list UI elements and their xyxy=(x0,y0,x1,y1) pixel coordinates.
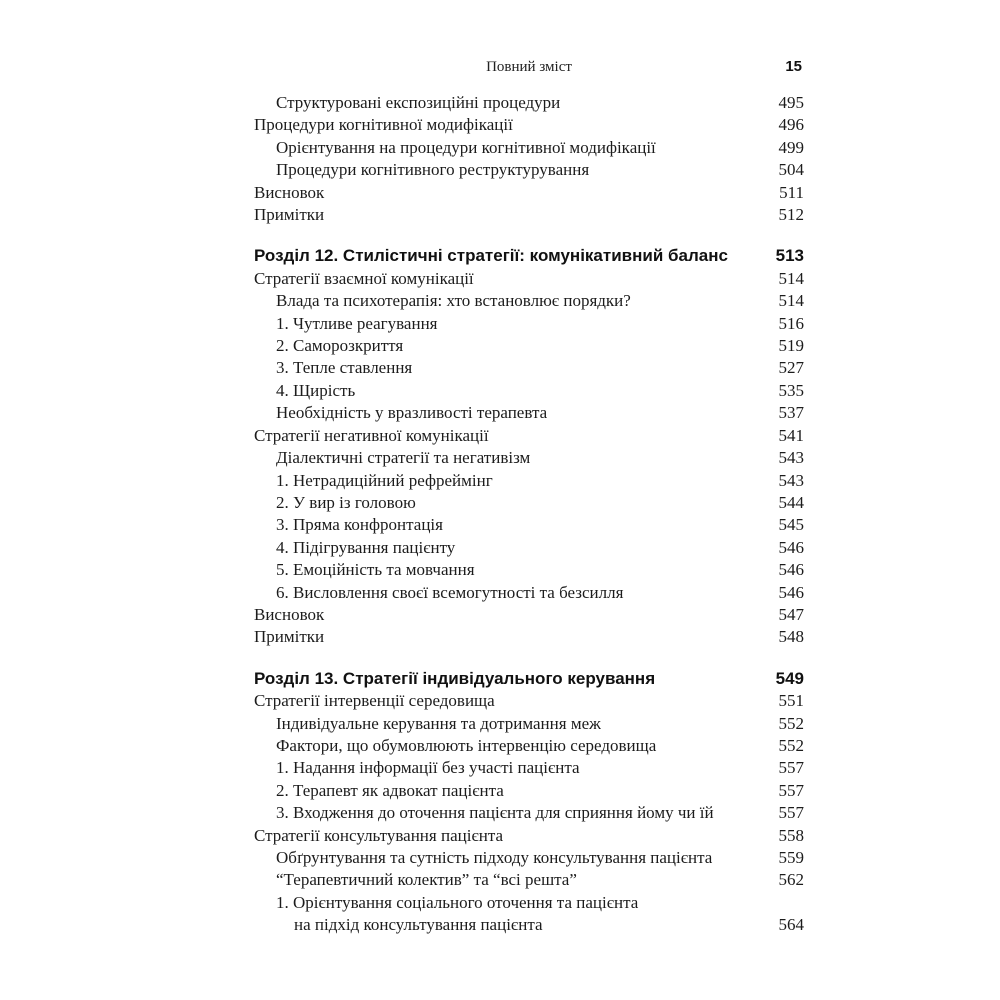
header-page-number: 15 xyxy=(785,58,802,75)
toc-entry-page: 512 xyxy=(778,205,804,225)
toc-entry-label: 1. Орієнтування соціального оточення та пацієнта xyxy=(276,892,639,912)
toc-entry-label: 5. Емоційність та мовчання xyxy=(276,560,475,580)
toc-row xyxy=(254,492,804,514)
toc-entry-page: 562 xyxy=(778,870,804,890)
toc-entry-page: 535 xyxy=(778,380,804,400)
toc-entry-page: 548 xyxy=(778,627,804,647)
toc-row xyxy=(254,690,804,712)
toc-content xyxy=(254,58,804,937)
header-title: Повний зміст xyxy=(486,59,572,75)
toc-entry-page: 537 xyxy=(778,403,804,423)
toc-entry-label: 1. Нетрадиційний рефреймінг xyxy=(276,470,493,490)
toc-entry-page: 546 xyxy=(778,560,804,580)
toc-row xyxy=(254,537,804,559)
toc-chapter-row xyxy=(254,245,804,267)
toc-entry-page: 504 xyxy=(778,160,804,180)
toc-row xyxy=(254,892,804,914)
toc-row xyxy=(254,313,804,335)
toc-entry-label: Примітки xyxy=(254,205,325,225)
toc-entry-page: 559 xyxy=(778,848,804,867)
toc-entry-page: 543 xyxy=(778,448,804,468)
toc-row xyxy=(254,847,804,869)
toc-entry-label: 2. У вир із головою xyxy=(276,492,416,512)
toc-row xyxy=(254,825,804,847)
toc-entry-page: 557 xyxy=(778,758,804,778)
toc-entry-label: Висновок xyxy=(254,604,325,624)
toc-entry-label: 4. Щирість xyxy=(276,380,356,400)
toc-entry-page: 557 xyxy=(778,780,804,800)
toc-entry-page: 547 xyxy=(778,604,804,624)
toc-row xyxy=(254,780,804,802)
toc-chapter-title: Розділ 12. Стилістичні стратегії: комунікативний баланс xyxy=(254,246,728,266)
toc-entry-page: 549 xyxy=(775,668,804,688)
toc-entry-label: Стратегії негативної комунікації xyxy=(254,425,489,445)
toc-row xyxy=(254,604,804,626)
toc-row xyxy=(254,713,804,735)
toc-row xyxy=(254,802,804,824)
toc-entry-label: “Терапевтичний колектив” та “всі решта” xyxy=(276,870,577,890)
toc-entry-page: 495 xyxy=(778,93,804,112)
toc-entry-label: Орієнтування на процедури когнітивної модифікації xyxy=(276,137,656,157)
toc-entry-label: 3. Входження до оточення пацієнта для сприяння йому чи їй xyxy=(276,803,714,823)
toc-entry-label: Влада та психотерапія: хто встановлює порядки? xyxy=(276,291,631,311)
page-header xyxy=(254,58,804,76)
toc-row xyxy=(254,357,804,379)
toc-row xyxy=(254,335,804,357)
toc-row xyxy=(254,402,804,424)
toc-entry-label: Обґрунтування та сутність підходу консультування пацієнта xyxy=(276,848,713,867)
toc-row xyxy=(254,914,804,936)
toc-entry-page: 543 xyxy=(778,470,804,490)
toc-entry-page: 546 xyxy=(778,537,804,557)
toc-row xyxy=(254,735,804,757)
toc-entry-label: 2. Терапевт як адвокат пацієнта xyxy=(276,780,504,800)
toc-entry-label: 6. Висловлення своєї всемогутності та безсилля xyxy=(276,582,624,602)
toc-list xyxy=(254,92,804,937)
toc-row xyxy=(254,137,804,159)
toc-row xyxy=(254,92,804,114)
toc-entry-label: Процедури когнітивного реструктурування xyxy=(276,160,590,180)
toc-entry-label: Структуровані експозиційні процедури xyxy=(276,93,561,112)
toc-entry-page: 514 xyxy=(778,268,804,288)
toc-entry-label: на підхід консультування пацієнта xyxy=(294,915,543,935)
toc-entry-page: 511 xyxy=(779,182,804,202)
toc-chapter-row xyxy=(254,668,804,690)
toc-entry-page: 496 xyxy=(778,115,804,135)
toc-entry-page: 545 xyxy=(778,515,804,535)
toc-entry-label: Стратегії взаємної комунікації xyxy=(254,268,474,288)
toc-entry-page: 552 xyxy=(778,713,804,733)
toc-entry-page: 514 xyxy=(778,291,804,311)
toc-entry-page: 552 xyxy=(778,735,804,755)
toc-entry-label: 1. Надання інформації без участі пацієнта xyxy=(276,758,580,778)
toc-row xyxy=(254,290,804,312)
toc-row xyxy=(254,514,804,536)
toc-row xyxy=(254,470,804,492)
toc-entry-page: 544 xyxy=(778,492,804,512)
toc-entry-label: Діалектичні стратегії та негативізм xyxy=(276,448,531,468)
toc-entry-page: 519 xyxy=(778,336,804,356)
toc-entry-label: 4. Підігрування пацієнту xyxy=(276,537,456,557)
toc-row xyxy=(254,114,804,136)
toc-entry-label: 3. Пряма конфронтація xyxy=(276,515,443,535)
toc-entry-page: 516 xyxy=(778,313,804,333)
toc-entry-page: 558 xyxy=(778,825,804,845)
toc-entry-page: 564 xyxy=(778,915,804,935)
toc-row xyxy=(254,182,804,204)
toc-entry-label: Стратегії інтервенції середовища xyxy=(254,691,495,711)
toc-entry-page: 557 xyxy=(778,803,804,823)
toc-chapter-title: Розділ 13. Стратегії індивідуального керування xyxy=(254,668,656,688)
toc-row xyxy=(254,559,804,581)
toc-entry-label: Фактори, що обумовлюють інтервенцію середовища xyxy=(276,735,657,755)
toc-row xyxy=(254,204,804,226)
toc-row xyxy=(254,447,804,469)
toc-row xyxy=(254,380,804,402)
toc-entry-label: Індивідуальне керування та дотримання меж xyxy=(276,713,601,733)
toc-row xyxy=(254,869,804,891)
toc-entry-label: Примітки xyxy=(254,627,325,647)
toc-entry-label: Висновок xyxy=(254,182,325,202)
toc-entry-label: Процедури когнітивної модифікації xyxy=(254,115,513,135)
toc-entry-page: 541 xyxy=(778,425,804,445)
toc-entry-label: 2. Саморозкриття xyxy=(276,336,404,356)
toc-entry-label: 1. Чутливе реагування xyxy=(276,313,438,333)
toc-entry-page: 499 xyxy=(778,137,804,157)
toc-entry-page: 513 xyxy=(775,246,804,266)
toc-row xyxy=(254,159,804,181)
toc-entry-label: Стратегії консультування пацієнта xyxy=(254,825,504,845)
toc-row xyxy=(254,757,804,779)
toc-entry-page: 546 xyxy=(778,582,804,602)
toc-row xyxy=(254,626,804,648)
toc-row xyxy=(254,268,804,290)
toc-row xyxy=(254,425,804,447)
toc-entry-label: 3. Тепле ставлення xyxy=(276,358,413,378)
toc-entry-page: 527 xyxy=(778,358,804,378)
toc-row xyxy=(254,582,804,604)
toc-entry-label: Необхідність у вразливості терапевта xyxy=(276,403,548,423)
toc-entry-page: 551 xyxy=(778,691,804,711)
